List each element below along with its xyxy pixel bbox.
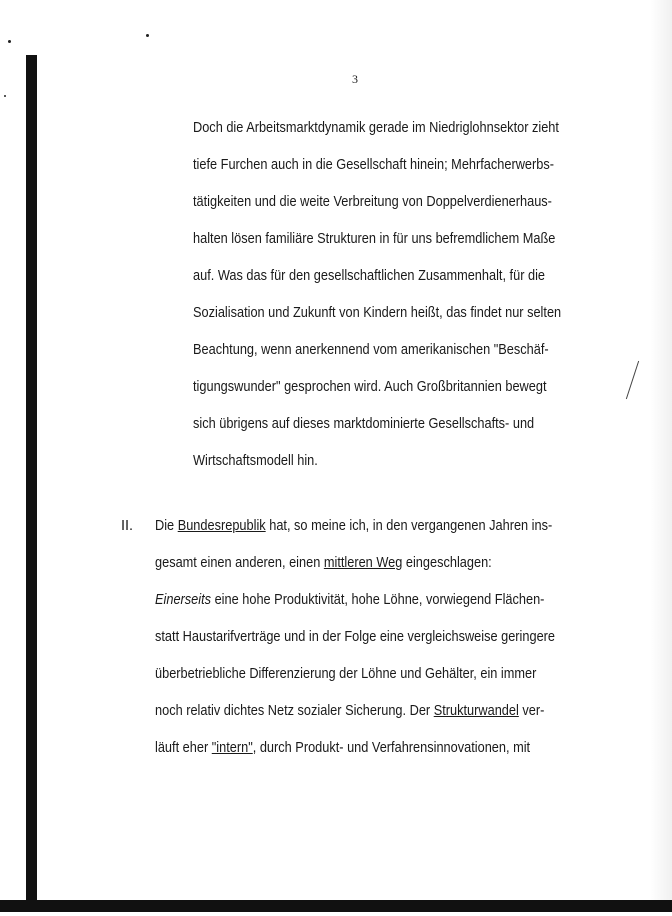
text-run: gesamt einen anderen, einen xyxy=(155,555,324,571)
text-run: läuft eher xyxy=(155,740,212,756)
italic-term: Einerseits xyxy=(155,592,212,608)
text-line xyxy=(155,582,569,619)
text-line: tiefe Furchen auch in die Gesellschaft hinein; Mehrfacherwerbs- xyxy=(193,157,555,173)
scan-speck xyxy=(8,40,11,43)
text-run: eine hohe Produktivität, hohe Löhne, vorwiegend Flächen- xyxy=(211,592,545,608)
text-line xyxy=(155,508,569,545)
text-line: statt Haustarifverträge und in der Folge eine vergleichsweise geringere xyxy=(155,629,556,645)
scan-margin-bar-left xyxy=(26,55,37,905)
scan-stray-line xyxy=(626,361,639,399)
text-line: Doch die Arbeitsmarktdynamik gerade im Niedriglohnsektor zieht xyxy=(193,120,559,136)
text-run: eingeschlagen: xyxy=(402,555,492,571)
text-run: , durch Produkt- und Verfahrensinnovationen, mit xyxy=(252,740,531,756)
underlined-term: Bundesrepublik xyxy=(177,518,266,534)
scan-margin-bar-bottom xyxy=(0,900,672,912)
text-line: Sozialisation und Zukunft von Kindern heißt, das findet nur selten xyxy=(193,305,562,321)
text-line: tigungswunder" gesprochen wird. Auch Großbritannien bewegt xyxy=(193,379,547,395)
paragraph-1 xyxy=(193,110,563,480)
text-run: Die xyxy=(155,518,178,534)
text-line: überbetriebliche Differenzierung der Löhne und Gehälter, ein immer xyxy=(155,666,537,682)
text-line: halten lösen familiäre Strukturen in für uns befremdlichem Maße xyxy=(193,231,556,247)
section-number: II. xyxy=(121,518,134,534)
paragraph-2 xyxy=(155,508,569,767)
text-line: tätigkeiten und die weite Verbreitung von Doppelverdienerhaus- xyxy=(193,194,552,210)
scan-edge-shadow-right xyxy=(650,0,672,900)
page-number: 3 xyxy=(352,72,358,86)
underlined-term: Strukturwandel xyxy=(433,703,519,719)
text-line: Wirtschaftsmodell hin. xyxy=(193,453,318,469)
text-line xyxy=(155,693,569,730)
text-run: hat, so meine ich, in den vergangenen Jahren ins- xyxy=(265,518,553,534)
underlined-term: mittleren Weg xyxy=(323,555,403,571)
underlined-term: "intern" xyxy=(211,740,253,756)
text-line: Beachtung, wenn anerkennend vom amerikanischen "Beschäf- xyxy=(193,342,549,358)
text-line xyxy=(155,545,569,582)
text-line: auf. Was das für den gesellschaftlichen Zusammenhalt, für die xyxy=(193,268,546,284)
scan-speck xyxy=(146,34,149,37)
scan-speck xyxy=(4,95,6,97)
text-line: sich übrigens auf dieses marktdominierte Gesellschafts- und xyxy=(193,416,535,432)
text-line xyxy=(155,730,569,767)
text-run: noch relativ dichtes Netz sozialer Sicherung. Der xyxy=(155,703,434,719)
text-run: ver- xyxy=(518,703,545,719)
